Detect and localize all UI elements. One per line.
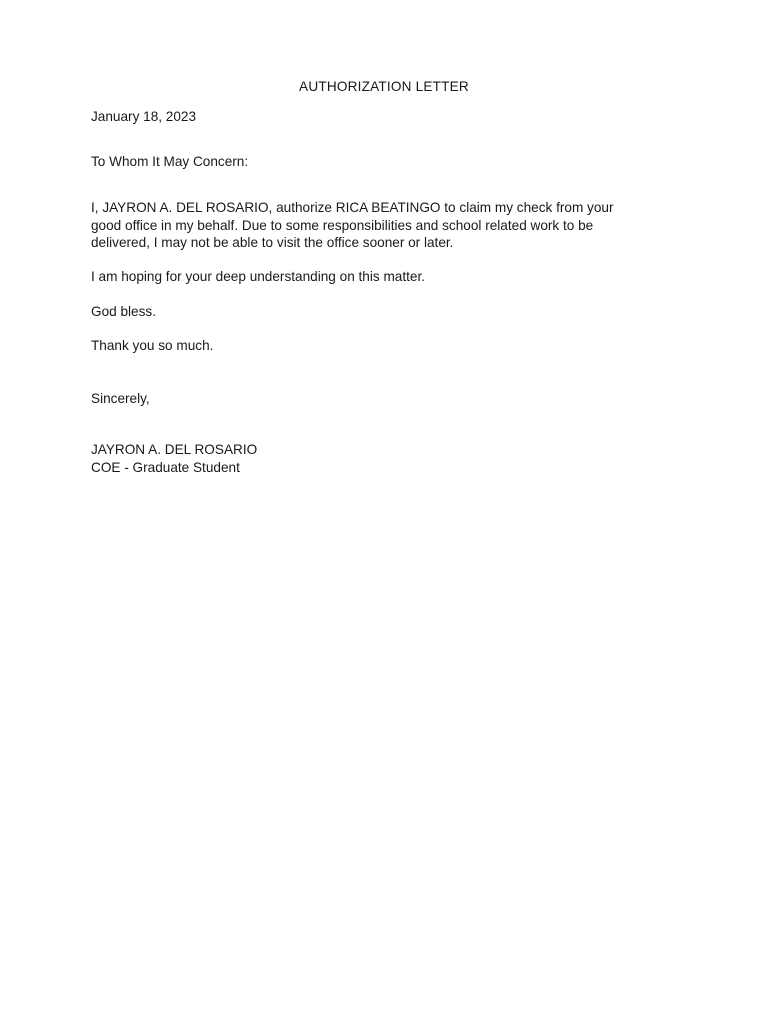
letter-paragraph-bless: God bless. [91,304,156,319]
signatory-name: JAYRON A. DEL ROSARIO [91,442,258,457]
letter-closing: Sincerely, [91,391,150,406]
body-line: good office in my behalf. Due to some responsibilities and school related work to be [91,217,594,233]
letter-title: AUTHORIZATION LETTER [299,79,469,94]
letter-salutation: To Whom It May Concern: [91,154,249,169]
letter-paragraph-hope: I am hoping for your deep understanding on this matter. [91,269,426,284]
body-line: I, JAYRON A. DEL ROSARIO, authorize RICA BEATINGO to claim my check from your [91,200,614,215]
letter-body-paragraph [91,199,691,252]
letter-paragraph-thanks: Thank you so much. [91,338,214,353]
body-line: delivered, I may not be able to visit the office sooner or later. [91,235,454,250]
letter-date: January 18, 2023 [91,109,197,124]
signatory-title: COE - Graduate Student [91,460,240,475]
